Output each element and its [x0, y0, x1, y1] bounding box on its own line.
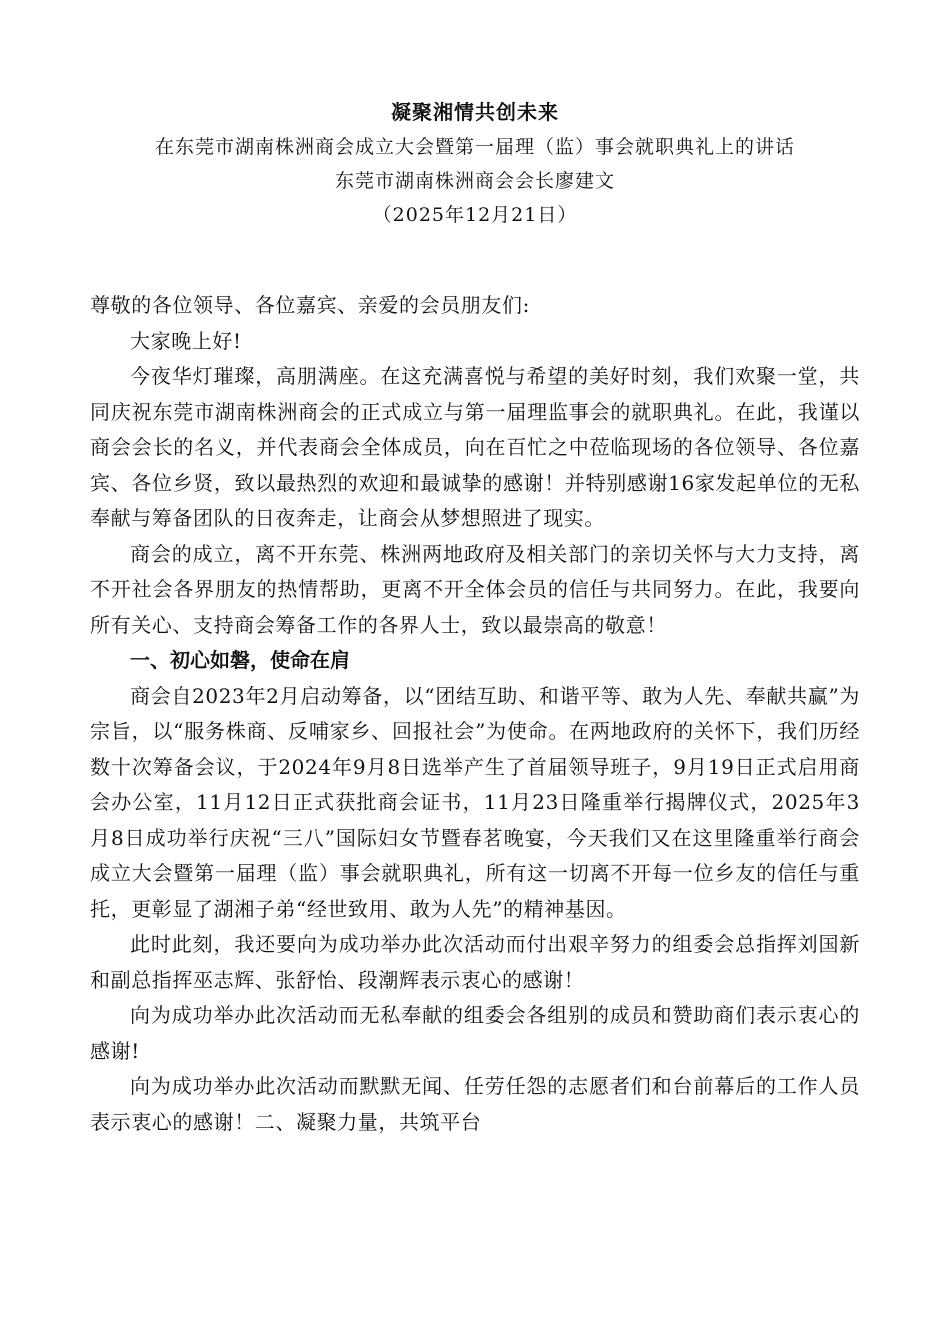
spacer [90, 232, 860, 288]
salutation: 尊敬的各位领导、各位嘉宾、亲爱的会员朋友们: [90, 293, 530, 317]
document-subtitle: 在东莞市湖南株洲商会成立大会暨第一届理（监）事会就职典礼上的讲话 [154, 136, 795, 158]
date-line: （2025年12月21日） [372, 204, 578, 226]
body-paragraph: 此时此刻，我还要向为成功举办此次活动而付出艰辛努力的组委会总指挥刘国新和副总指挥巫志辉、张舒怡、段潮辉表示衷心的感谢！ [90, 932, 860, 992]
speaker-line: 东莞市湖南株洲商会会长廖建文 [334, 170, 615, 192]
section-heading: 一、初心如磐，使命在肩 [130, 648, 350, 672]
body-paragraph: 商会的成立，离不开东莞、株洲两地政府及相关部门的亲切关怀与大力支持，离不开社会各界朋友的热情帮助，更离不开全体会员的信任与共同努力。在此，我要向所有关心、支持商会筹备工作的各界人士，致以最崇高的敬意！ [90, 541, 860, 637]
document-page [90, 90, 860, 1140]
body-paragraph: 向为成功举办此次活动而默默无闻、任劳任怨的志愿者们和台前幕后的工作人员表示衷心的感谢！二、凝聚力量，共筑平台 [90, 1074, 860, 1134]
body-paragraph: 向为成功举办此次活动而无私奉献的组委会各组别的成员和赞助商们表示衷心的感谢! [90, 1003, 860, 1063]
greeting: 大家晚上好! [130, 328, 242, 353]
document-title: 凝聚湘情共创未来 [391, 100, 559, 124]
body-paragraph: 今夜华灯璀璨，高朋满座。在这充满喜悦与希望的美好时刻，我们欢聚一堂，共同庆祝东莞市湖南株洲商会的正式成立与第一届理监事会的就职典礼。在此，我谨以商会会长的名义，并代表商会全体成员，向在百忙之中莅临现场的各位领导、各位嘉宾、各位乡贤，致以最热烈的欢迎和最诚挚的感谢！并特别感谢16家发起单位的无私奉献与筹备团队的日夜奔走，让商会从梦想照进了现实。 [90, 364, 860, 530]
body-paragraph: 商会自2023年2月启动筹备，以“团结互助、和谐平等、敢为人先、奉献共赢”为宗旨，以“服务株商、反哺家乡、回报社会”为使命。在两地政府的关怀下，我们历经数十次筹备会议，于2024年9月8日选举产生了首届领导班子，9月19日正式启用商会办公室，11月12日正式获批商会证书，11月23日隆重举行揭牌仪式，2025年3月8日成功举行庆祝“三八”国际妇女节暨春茗晚宴，今天我们又在这里隆重举行商会成立大会暨第一届理（监）事会就职典礼，所有这一切离不开每一位乡友的信任与重托，更彰显了湖湘子弟“经世致用、敢为人先”的精神基因。 [90, 683, 860, 921]
